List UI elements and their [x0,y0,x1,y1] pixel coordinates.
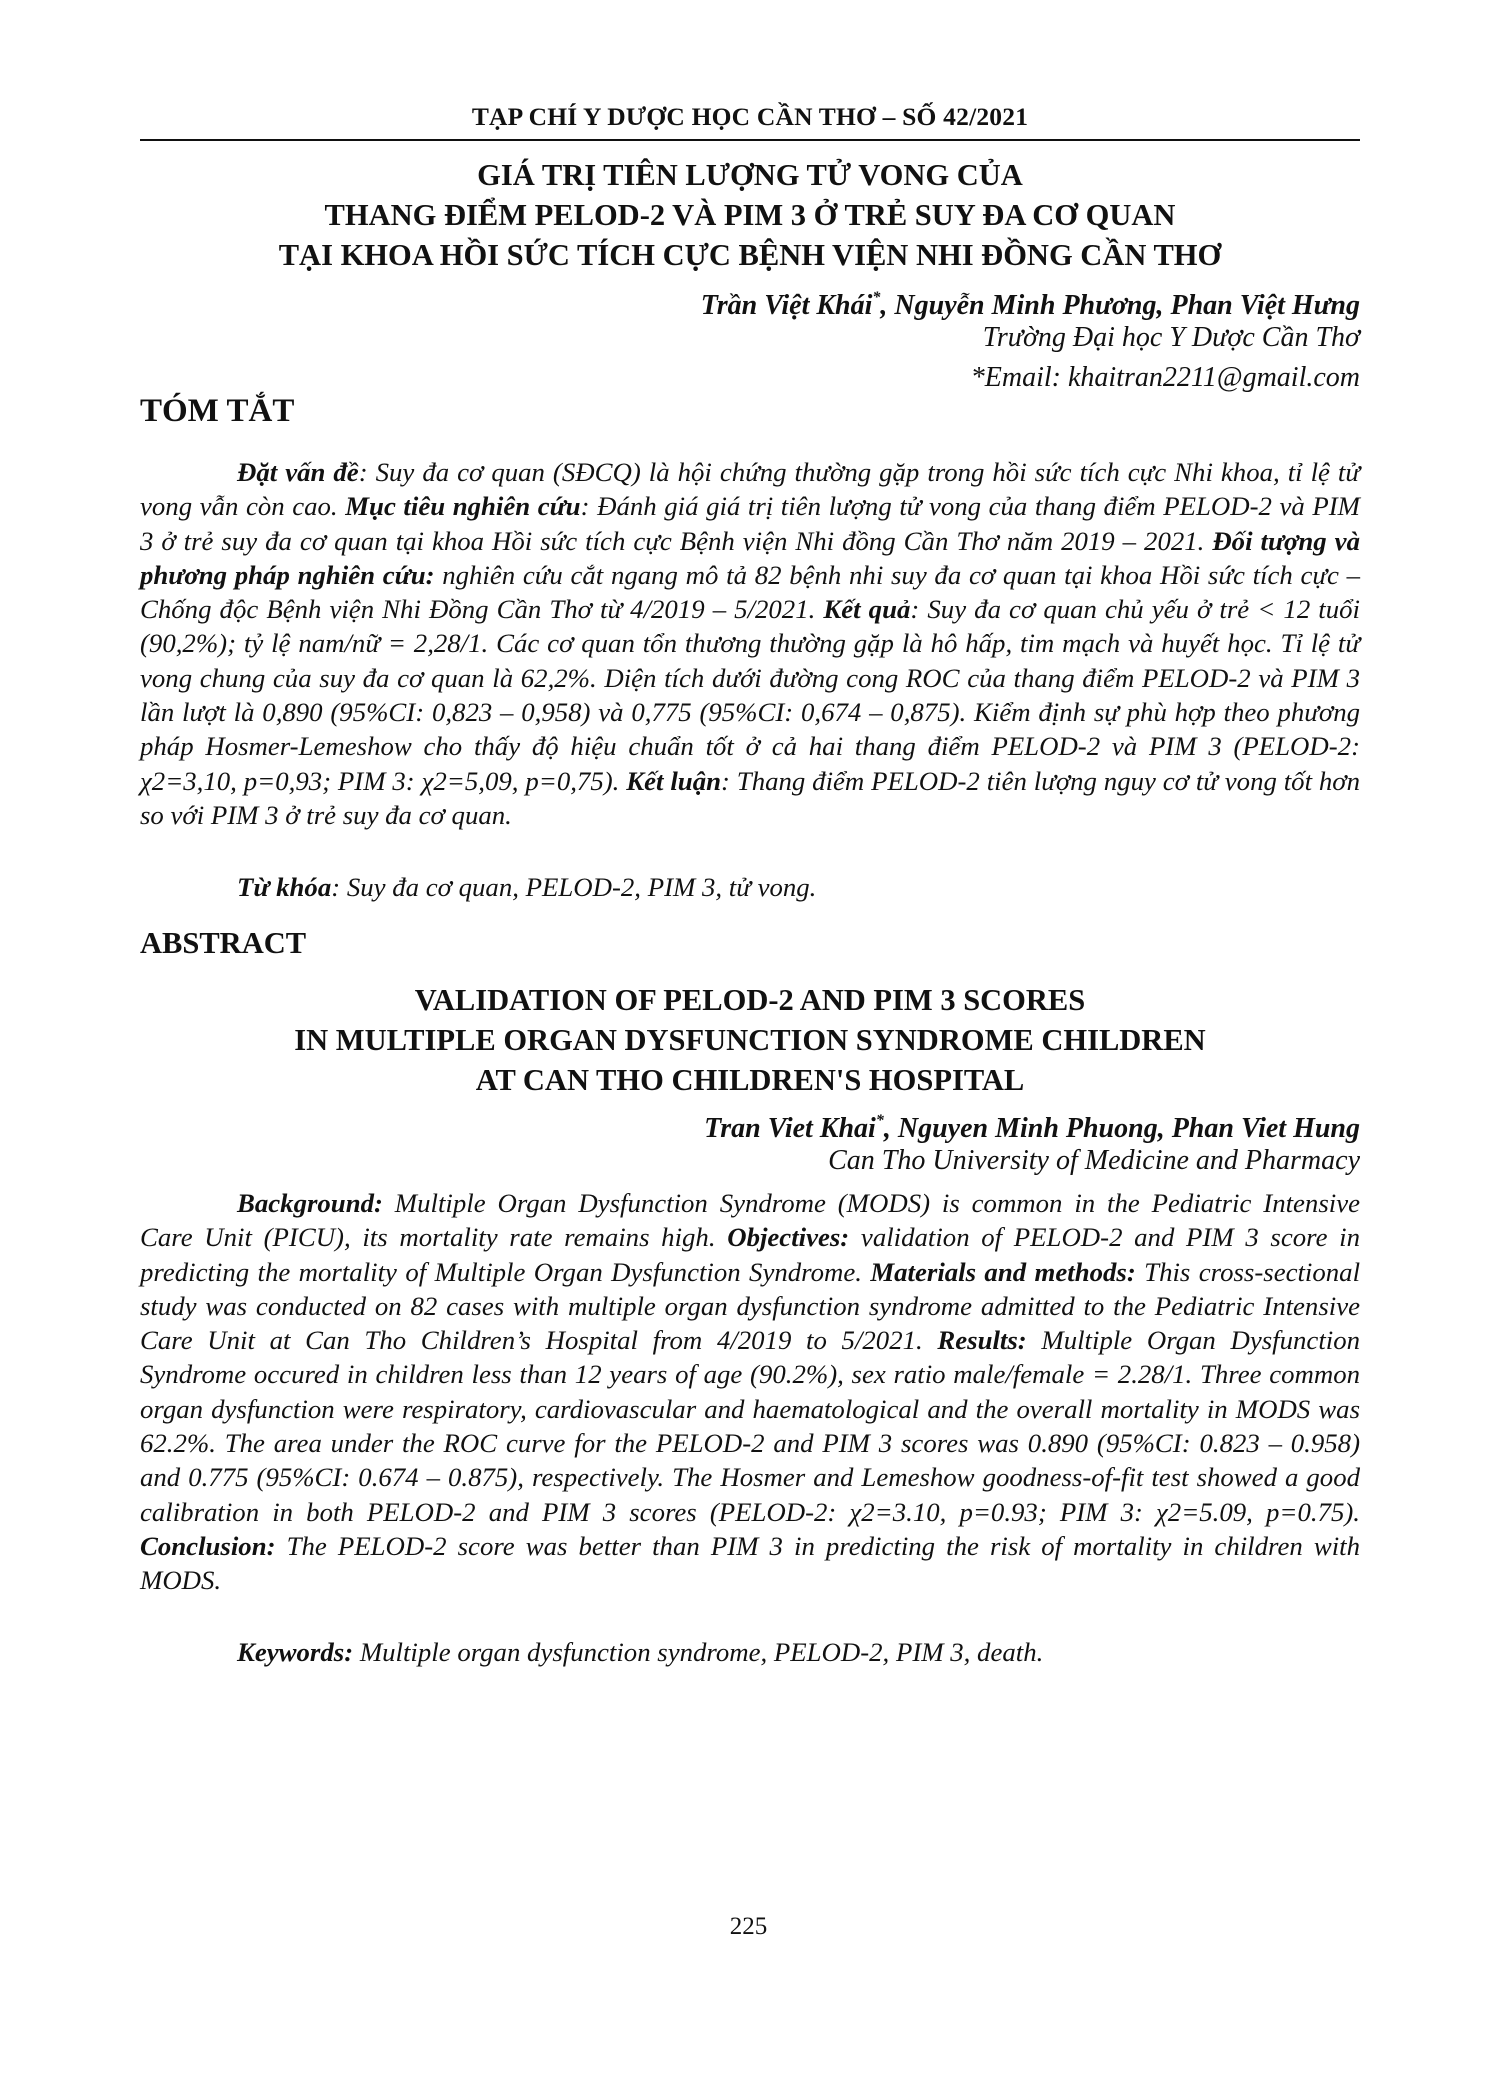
vn-affiliation-block [971,318,1360,398]
vn-objectives-text: : Đánh giá giá trị tiên lượng tử vong của thang điểm PELOD-2 và PIM 3 ở trẻ suy đa cơ quan tại khoa Hồi sức tích cực Bệnh viện Nhi đồng Cần Thơ năm 2019 – 2021. [140,491,1360,556]
vn-methods-label: Đối tượng và phương pháp nghiên cứu: [140,525,1360,590]
en-methods-text: This cross-sectional study was conducted on 82 cases with multiple organ dysfunction syndrome admitted to the Pediatric Intensive Care Unit at Can Tho Children’s Hospital from 4/2019 to 5/2021. [140,1256,1361,1356]
vn-background-label: Đặt vấn đề [237,457,359,487]
running-head: TẠP CHÍ Y DƯỢC HỌC CẦN THƠ – SỐ 42/2021 [471,102,1029,131]
en-title-line-1: VALIDATION OF PELOD-2 AND PIM 3 SCORES [414,983,1086,1017]
en-title [140,980,1360,1100]
vn-conclusion-text: : Thang điểm PELOD-2 tiên lượng nguy cơ tử vong tốt hơn so với PIM 3 ở trẻ suy đa cơ quan. [140,765,1361,830]
en-keywords-label: Keywords: [237,1637,354,1667]
vn-email: *Email: khaitran2211@gmail.com [970,362,1360,393]
vn-title-line-2: THANG ĐIỂM PELOD-2 VÀ PIM 3 Ở TRẺ SUY ĐA CƠ QUAN [324,198,1176,232]
en-author-rest: , Nguyen Minh Phuong, Phan Viet Hung [883,1113,1360,1144]
vn-title-line-3: TẠI KHOA HỒI SỨC TÍCH CỰC BỆNH VIỆN NHI ĐỒNG CẦN THƠ [278,238,1222,272]
en-methods-label: Materials and methods: [870,1256,1136,1287]
vn-objectives-label: Mục tiêu nghiên cứu [345,491,581,522]
page-number: 225 [729,1913,768,1940]
vn-affiliation: Trường Đại học Y Dược Cần Thơ [982,322,1360,353]
vn-background-text: : Suy đa cơ quan (SĐCQ) là hội chứng thường gặp trong hồi sức tích cực Nhi khoa, tỉ lệ tử vong vẫn còn cao. [140,457,1360,522]
en-section-heading: ABSTRACT [140,926,307,960]
vn-abstract-body [140,455,1360,832]
header-rule [140,139,1360,141]
en-objectives-label: Objectives: [727,1222,850,1253]
en-abstract-body [140,1186,1360,1598]
vn-keywords-text: : Suy đa cơ quan, PELOD-2, PIM 3, tử vong. [331,872,817,902]
vn-results-label: Kết quả [823,594,911,625]
vn-keywords [140,870,1360,904]
en-affiliation: Can Tho University of Medicine and Pharmacy [828,1145,1360,1176]
en-results-label: Results: [937,1325,1027,1356]
en-objectives-text: validation of PELOD-2 and PIM 3 score in predicting the mortality of Multiple Organ Dysfunction Syndrome. [140,1222,1360,1287]
en-title-line-3: AT CAN THO CHILDREN'S HOSPITAL [475,1063,1025,1097]
vn-author-mark: * [872,289,881,306]
en-conclusion-text: The PELOD-2 score was better than PIM 3 in predicting the risk of mortality in children with MODS. [140,1530,1360,1596]
en-results-text: Multiple Organ Dysfunction Syndrome occured in children less than 12 years of age (90.2%), sex ratio male/female = 2.28/1. Three common organ dysfunction were respiratory, cardiovascular and haematological and the overall mortality in MODS was 62.2%. The area under the ROC curve for the PELOD-2 and PIM 3 scores was 0.890 (95%CI: 0.823 – 0.958) and 0.775 (95%CI: 0.674 – 0.875), respectively. The Hosmer and Lemeshow goodness-of-fit test showed a good calibration in both PELOD-2 and PIM 3 scores (PELOD-2: χ2=3.10, p=0.93; PIM 3: χ2=5.09, p=0.75). [140,1325,1360,1527]
en-background-text: Multiple Organ Dysfunction Syndrome (MODS) is common in the Pediatric Intensive Care Unit (PICU), its mortality rate remains high. [140,1188,1360,1253]
en-keywords [140,1635,1360,1669]
vn-methods-text: nghiên cứu cắt ngang mô tả 82 bệnh nhi suy đa cơ quan tại khoa Hồi sức tích cực – Chống độc Bệnh viện Nhi Đồng Cần Thơ từ 4/2019 – 5/2021. [140,559,1360,625]
en-background-label: Background: [237,1188,383,1218]
en-keywords-text: Multiple organ dysfunction syndrome, PELOD-2, PIM 3, death. [353,1637,1044,1667]
en-title-line-2: IN MULTIPLE ORGAN DYSFUNCTION SYNDROME CHILDREN [294,1023,1206,1057]
vn-title [140,155,1360,275]
vn-title-line-1: GIÁ TRỊ TIÊN LƯỢNG TỬ VONG CỦA [477,158,1023,192]
vn-section-heading: TÓM TẮT [140,393,295,429]
vn-author-rest: , Nguyễn Minh Phương, Phan Việt Hưng [880,290,1360,321]
vn-author-first: Trần Việt Khái [700,290,873,321]
vn-keywords-label: Từ khóa [237,872,332,902]
en-author-first: Tran Viet Khai [704,1113,876,1144]
vn-results-text: : Suy đa cơ quan chủ yếu ở trẻ < 12 tuổi (90,2%); tỷ lệ nam/nữ = 2,28/1. Các cơ quan tổn thương thường gặp là hô hấp, tim mạch và huyết học. Tỉ lệ tử vong chung của suy đa cơ quan là 62,2%. Diện tích dưới đường cong ROC của thang điểm PELOD-2 và PIM 3 lần lượt là 0,890 (95%CI: 0,823 – 0,958) và 0,775 (95%CI: 0,674 – 0,875). Kiểm định sự phù hợp theo phương pháp Hosmer-Lemeshow cho thấy độ hiệu chuẩn tốt ở cả hai thang điểm PELOD-2 và PIM 3 (PELOD-2: χ2=3,10, p=0,93; PIM 3: χ2=5,09, p=0,75). [140,594,1360,796]
vn-conclusion-label: Kết luận [626,765,721,796]
en-author-mark: * [875,1112,884,1129]
en-conclusion-label: Conclusion: [140,1530,276,1561]
